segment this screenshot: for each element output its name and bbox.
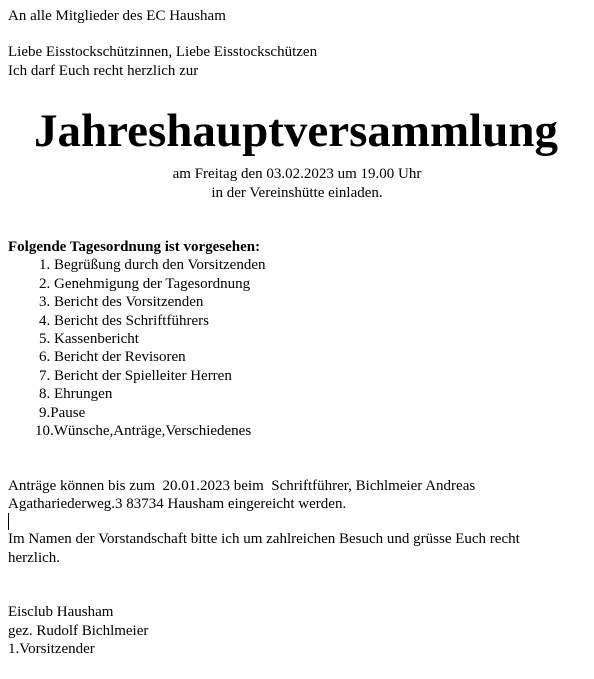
event-location-line: in der Vereinshütte einladen. [211, 184, 383, 201]
signature-signed: gez. Rudolf Bichlmeier [8, 622, 149, 639]
agenda-item: 6. Bericht der Revisoren [39, 349, 186, 366]
document-page [8, 7, 588, 658]
spacer [8, 585, 588, 603]
text-cursor [8, 513, 9, 530]
event-date-line: am Freitag den 03.02.2023 um 19.00 Uhr [172, 166, 422, 183]
salutation-line: Liebe Eisstockschützinnen, Liebe Eisstockschützen [8, 44, 318, 61]
spacer [8, 202, 588, 220]
spacer [8, 25, 588, 43]
agenda-item: 10.Wünsche,Anträge,Verschiedenes [35, 423, 252, 440]
agenda-item: 2. Genehmigung der Tagesordnung [39, 275, 251, 292]
agenda-item: 7. Bericht der Spielleiter Herren [39, 367, 232, 384]
closing-line-2: herzlich. [8, 549, 61, 566]
agenda-item: 1. Begrüßung durch den Vorsitzenden [39, 257, 266, 274]
signature-role: 1.Vorsitzender [8, 640, 95, 657]
agenda-item: 9.Pause [39, 404, 86, 421]
agenda-item: 3. Bericht des Vorsitzenden [39, 294, 204, 311]
closing-line-1: Im Namen der Vorstandschaft bitte ich um zahlreichen Besuch und grüsse Euch recht [8, 531, 520, 548]
spacer [8, 220, 588, 238]
agenda-heading: Folgende Tagesordnung ist vorgesehen: [8, 239, 261, 256]
agenda-item: 5. Kassenbericht [39, 331, 139, 348]
spacer [8, 567, 588, 585]
agenda-list [8, 256, 588, 440]
spacer [8, 459, 588, 477]
agenda-item: 4. Bericht des Schriftführers [39, 312, 209, 329]
signature-club: Eisclub Hausham [8, 604, 114, 621]
spacer [8, 441, 588, 459]
motions-line-1: Anträge können bis zum 20.01.2023 beim Schriftführer, Bichlmeier Andreas [8, 477, 476, 494]
greeting-line: An alle Mitglieder des EC Hausham [8, 8, 226, 24]
document-title: Jahreshauptversammlung [33, 105, 559, 158]
agenda-item: 8. Ehrungen [39, 386, 113, 403]
invite-line: Ich darf Euch recht herzlich zur [8, 62, 199, 79]
motions-line-2: Agathariederweg.3 83734 Hausham eingereicht werden. [8, 495, 347, 512]
